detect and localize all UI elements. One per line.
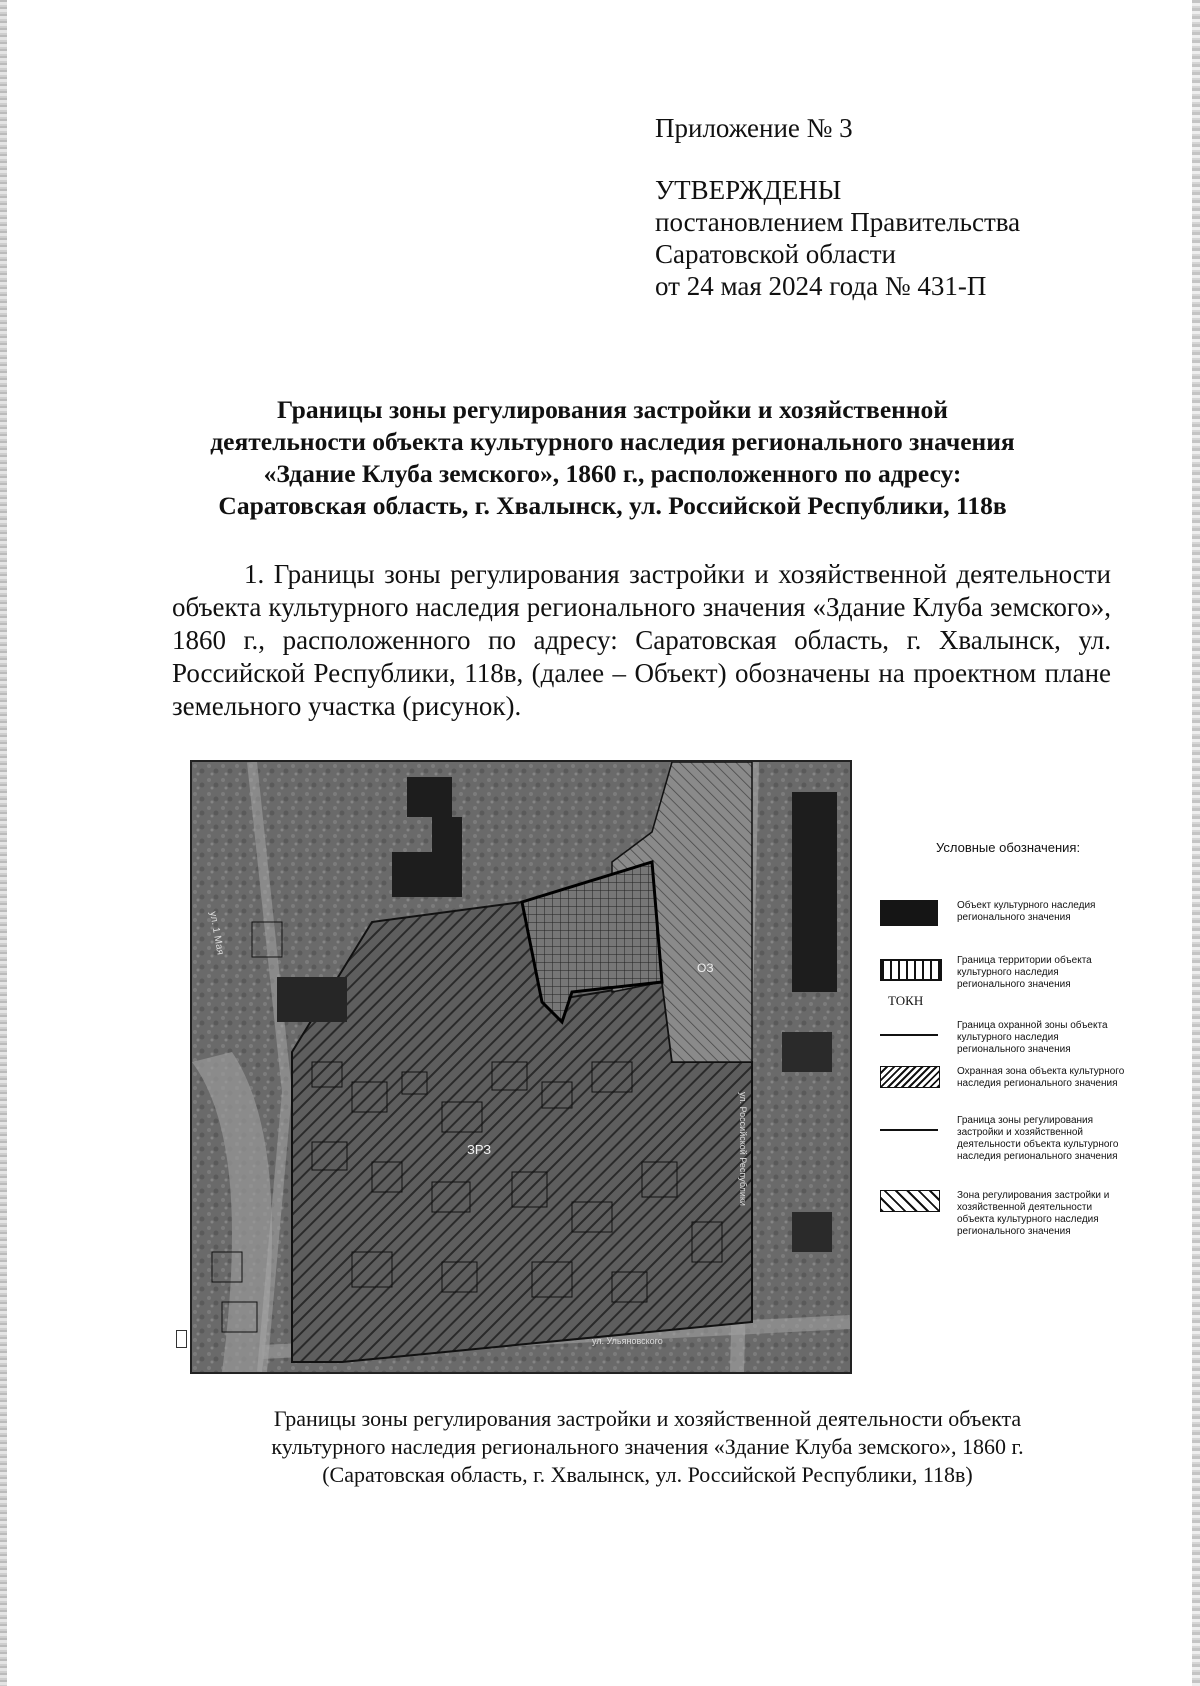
caption-line: культурного наследия регионального значения «Здание Клуба земского», 1860 г. xyxy=(271,1434,1024,1459)
street-bottom-label: ул. Ульяновского xyxy=(592,1336,663,1346)
paragraph-text: 1. Границы зоны регулирования застройки и хозяйственной деятельности объекта культурного наследия регионального значения «Здание Клуба земского», 1860 г., расположенного по адресу: Саратовская область, г. Хвалынск, ул. Российской Республики, 118в, (далее – Объект) обозначены на проектном плане земельного участка (рисунок). xyxy=(172,559,1111,721)
site-plan-map xyxy=(190,760,852,1374)
title-line: деятельности объекта культурного наследия регионального значения xyxy=(210,427,1015,456)
approval-block xyxy=(655,112,1020,302)
title-line: Границы зоны регулирования застройки и хозяйственной xyxy=(277,395,948,424)
map-svg xyxy=(192,762,850,1372)
zone-oz-label: ОЗ xyxy=(697,961,714,975)
legend-item-regulation-zone xyxy=(870,1190,1120,1250)
legend-swatch-grid xyxy=(880,959,942,981)
scan-edge-left xyxy=(0,0,7,1686)
caption-line: (Саратовская область, г. Хвалынск, ул. Российской Республики, 118в) xyxy=(322,1462,973,1487)
street-left-label: ул. 1 Мая xyxy=(207,910,226,956)
legend-item-territory-boundary xyxy=(870,955,1120,1015)
approval-line-3: от 24 мая 2024 года № 431-П xyxy=(655,271,987,301)
legend-label: Охранная зона объекта культурного наследия регионального значения xyxy=(957,1066,1125,1089)
scan-edge-right xyxy=(1192,0,1200,1686)
legend-label: Граница охранной зоны объекта культурного наследия регионального значения xyxy=(957,1020,1108,1055)
legend-label: Граница зоны регулирования застройки и хозяйственной деятельности объекта культурного наследия регионального значения xyxy=(957,1115,1119,1162)
legend-label: Объект культурного наследия регионального значения xyxy=(957,900,1096,923)
document-title xyxy=(150,394,1075,522)
legend-label: Зона регулирования застройки и хозяйственной деятельности объекта культурного наследия регионального значения xyxy=(957,1190,1110,1237)
street-right-label: ул. Российской Республики xyxy=(738,1092,748,1206)
legend-swatch-solid-black xyxy=(880,900,938,926)
body-paragraph xyxy=(172,558,1111,723)
legend-item-regulation-boundary xyxy=(870,1115,1120,1175)
approved-heading: УТВЕРЖДЕНЫ xyxy=(655,175,842,205)
legend-swatch-line xyxy=(880,1129,938,1131)
approval-line-1: постановлением Правительства xyxy=(655,207,1021,237)
caption-line: Границы зоны регулирования застройки и хозяйственной деятельности объекта xyxy=(273,1406,1022,1431)
legend-swatch-hatch-sparse xyxy=(880,1190,940,1212)
title-line: Саратовская область, г. Хвалынск, ул. Российской Республики, 118в xyxy=(218,491,1007,520)
approval-line-2: Саратовской области xyxy=(655,239,896,269)
title-line: «Здание Клуба земского», 1860 г., расположенного по адресу: xyxy=(263,459,962,488)
zone-zrz-label: ЗРЗ xyxy=(467,1142,492,1157)
figure-caption xyxy=(180,1405,1115,1489)
legend-title: Условные обозначения: xyxy=(936,840,1081,855)
legend-label: Граница территории объекта культурного наследия регионального значения xyxy=(957,955,1092,990)
annex-number: Приложение № 3 xyxy=(655,113,853,143)
scan-mark xyxy=(176,1330,187,1348)
legend-swatch-line xyxy=(880,1034,938,1036)
tokn-label: ТОКН xyxy=(888,993,924,1008)
legend-item-heritage-object xyxy=(870,900,1120,960)
legend-swatch-hatch-dense xyxy=(880,1066,940,1088)
